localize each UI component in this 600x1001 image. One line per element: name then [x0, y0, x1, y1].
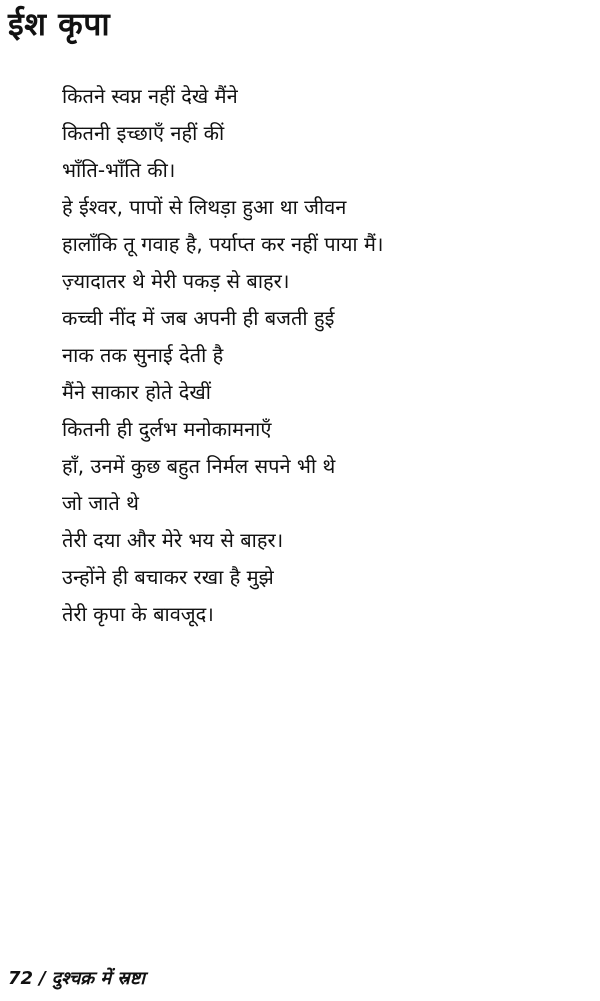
poem-line: कच्ची नींद में जब अपनी ही बजती हुई — [62, 306, 335, 330]
poem-line: जो जाते थे — [62, 491, 139, 515]
poem-line: हाँ, उनमें कुछ बहुत निर्मल सपने भी थे — [62, 454, 336, 478]
book-title: दुश्चक्र में स्रष्टा — [51, 968, 145, 989]
stanza-2 — [62, 559, 274, 633]
poem-line: कितनी ही दुर्लभ मनोकामनाएँ — [62, 417, 272, 441]
poem-line: भाँति-भाँति की। — [62, 158, 176, 182]
poem-line: मैंने साकार होते देखीं — [62, 380, 211, 404]
poem-title: ईश कृपा — [8, 5, 111, 43]
page-footer — [8, 966, 145, 992]
footer-separator: / — [39, 968, 46, 989]
poem-line: तेरी दया और मेरे भय से बाहर। — [62, 528, 284, 552]
poem-line: हालाँकि तू गवाह है, पर्याप्त कर नहीं पाया मैं। — [62, 232, 384, 256]
poem-line: कितनी इच्छाएँ नहीं कीं — [62, 121, 225, 145]
page-number: 72 — [8, 968, 34, 989]
poem-line: हे ईश्वर, पापों से लिथड़ा हुआ था जीवन — [62, 195, 347, 219]
poem-line: कितने स्वप्न नहीं देखे मैंने — [62, 84, 238, 108]
poem-line: तेरी कृपा के बावजूद। — [62, 602, 214, 626]
poem-line: उन्होंने ही बचाकर रखा है मुझे — [62, 565, 274, 589]
poem-line: ज़्यादातर थे मेरी पकड़ से बाहर। — [62, 269, 290, 293]
stanza-1 — [62, 78, 384, 559]
poem-line: नाक तक सुनाई देती है — [62, 343, 224, 367]
